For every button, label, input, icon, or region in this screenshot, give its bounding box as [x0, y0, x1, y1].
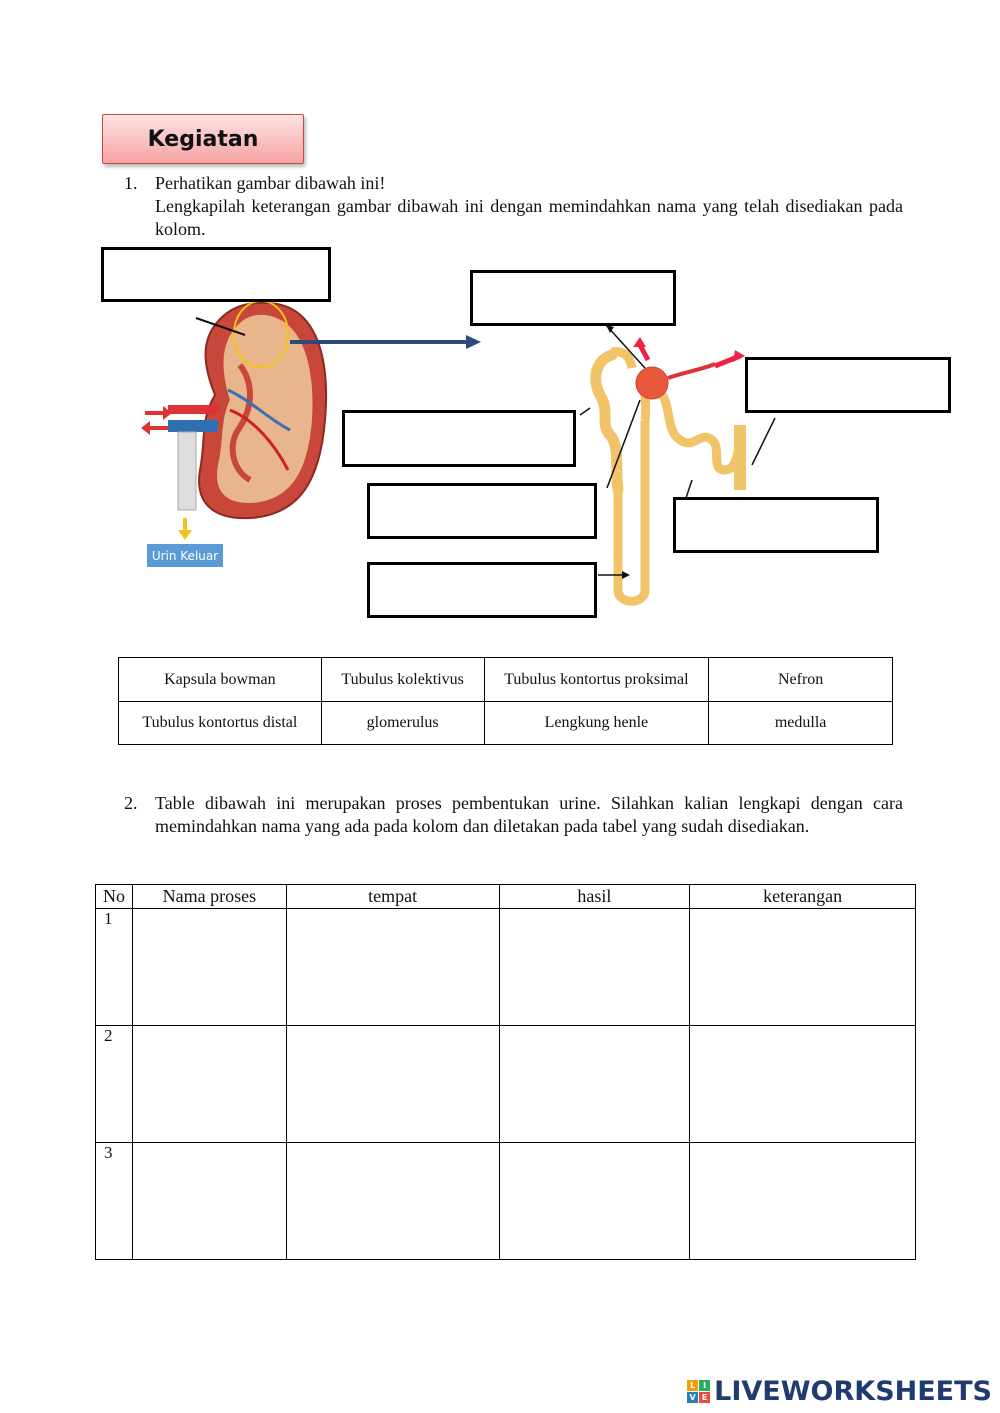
- table-row: [96, 1143, 916, 1260]
- answer-box-proximal[interactable]: [342, 410, 576, 467]
- liveworksheets-logo: [687, 1376, 992, 1407]
- answer-cell[interactable]: [286, 909, 499, 1026]
- answer-cell[interactable]: [690, 1143, 916, 1260]
- question-1-number: 1.: [124, 173, 138, 193]
- question-2-number: 2.: [124, 793, 138, 813]
- answer-box-henle[interactable]: [367, 483, 597, 539]
- process-table: [95, 884, 916, 1260]
- answer-box-loop[interactable]: [367, 562, 597, 618]
- answer-cell[interactable]: [132, 1143, 286, 1260]
- question-2-text: Table dibawah ini merupakan proses pembentukan urine. Silahkan kalian lengkapi dengan cara memindahkan nama yang ada pada kolom dan diletakan pada tabel yang sudah disediakan.: [155, 793, 903, 836]
- row-number: 3: [96, 1143, 133, 1260]
- column-header: Nama proses: [132, 885, 286, 909]
- question-1-instruction: Perhatikan gambar dibawah ini!: [155, 173, 386, 193]
- column-header: keterangan: [690, 885, 916, 909]
- row-number: 2: [96, 1026, 133, 1143]
- word-chip[interactable]: Lengkung henle: [484, 702, 709, 745]
- word-chip[interactable]: Tubulus kolektivus: [321, 658, 484, 702]
- word-chip[interactable]: Tubulus kontortus proksimal: [484, 658, 709, 702]
- answer-box-distal[interactable]: [745, 357, 951, 413]
- activity-title: Kegiatan: [102, 114, 304, 164]
- word-chip[interactable]: Nefron: [709, 658, 893, 702]
- logo-mark-icon: L I V E: [687, 1380, 710, 1403]
- answer-cell[interactable]: [132, 1026, 286, 1143]
- answer-cell[interactable]: [286, 1143, 499, 1260]
- table-row: [96, 909, 916, 1026]
- answer-box-glomerulus-area[interactable]: [470, 270, 676, 326]
- urine-out-label: Urin Keluar: [147, 544, 223, 567]
- answer-box-collecting[interactable]: [673, 497, 879, 553]
- answer-cell[interactable]: [690, 909, 916, 1026]
- answer-cell[interactable]: [690, 1026, 916, 1143]
- column-header: hasil: [499, 885, 690, 909]
- answer-cell[interactable]: [132, 909, 286, 1026]
- table-row: [96, 1026, 916, 1143]
- word-chip[interactable]: Tubulus kontortus distal: [119, 702, 322, 745]
- question-1-text: Lengkapilah keterangan gambar dibawah ini dengan memindahkan nama yang telah disediakan pada kolom.: [155, 196, 903, 239]
- column-header: No: [96, 885, 133, 909]
- word-chip[interactable]: glomerulus: [321, 702, 484, 745]
- answer-cell[interactable]: [499, 909, 690, 1026]
- answer-cell[interactable]: [499, 1143, 690, 1260]
- brand-name: LIVEWORKSHEETS: [714, 1376, 992, 1407]
- row-number: 1: [96, 909, 133, 1026]
- column-header: tempat: [286, 885, 499, 909]
- word-chip[interactable]: Kapsula bowman: [119, 658, 322, 702]
- word-chip[interactable]: medulla: [709, 702, 893, 745]
- answer-cell[interactable]: [286, 1026, 499, 1143]
- answer-box-kidney[interactable]: [101, 247, 331, 302]
- word-bank-table: [118, 657, 893, 745]
- table-header-row: [96, 885, 916, 909]
- answer-cell[interactable]: [499, 1026, 690, 1143]
